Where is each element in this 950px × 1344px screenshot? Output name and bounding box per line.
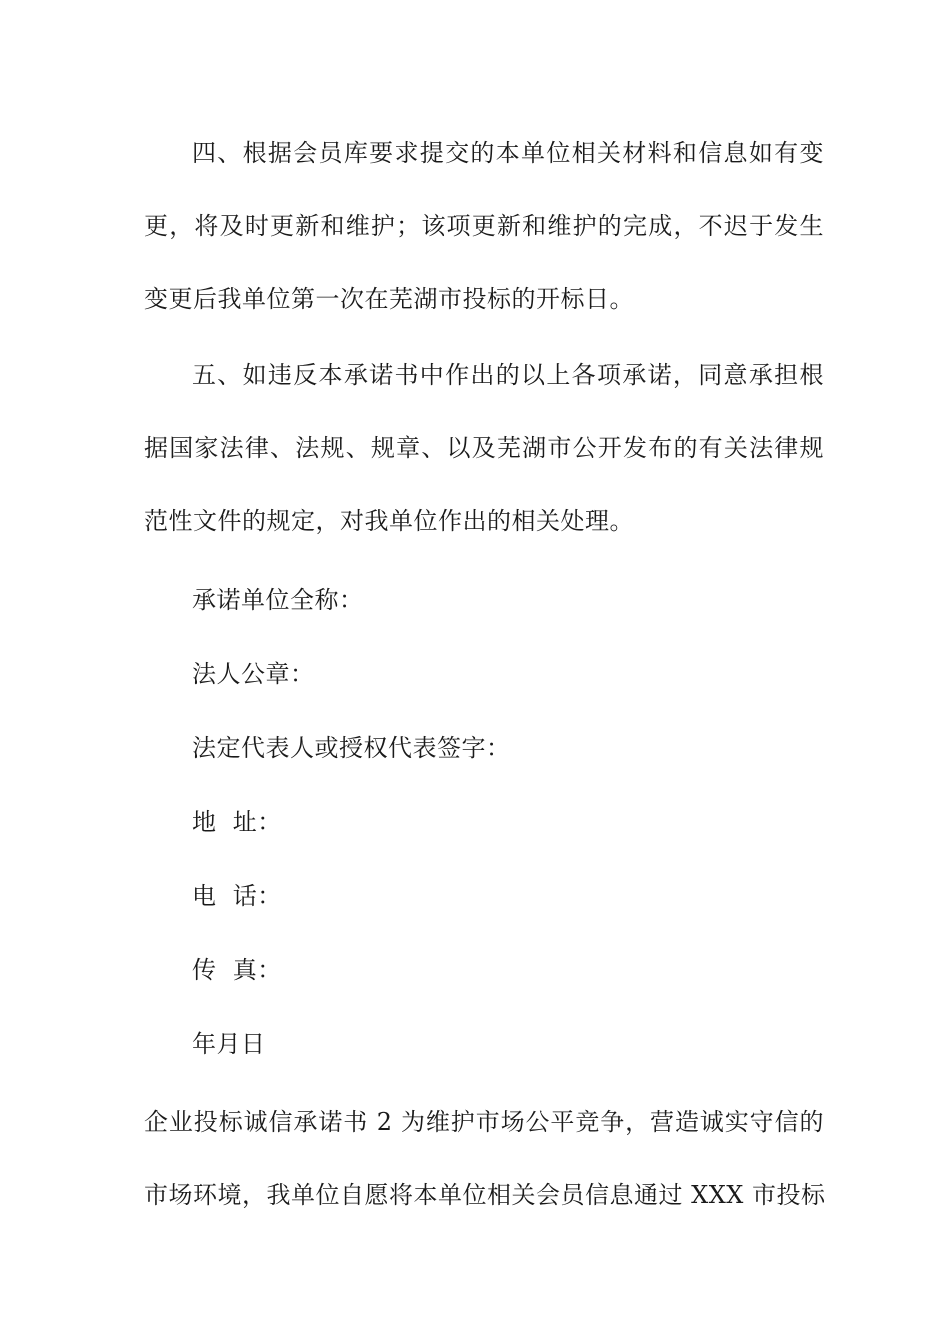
next-section-line2: 市场环境，我单位自愿将本单位相关会员信息通过 XXX 市投标: [144, 1181, 826, 1209]
para5-line3: 范性文件的规定，对我单位作出的相关处理。: [144, 507, 634, 535]
phone-label: 电 话：: [192, 882, 282, 910]
para4-line2: 更，将及时更新和维护；该项更新和维护的完成，不迟于发生: [144, 212, 824, 240]
legal-seal-label: 法人公章：: [192, 660, 315, 688]
date-label: 年月日: [192, 1030, 266, 1058]
fax-label: 传 真：: [192, 956, 282, 984]
signature-label: 法定代表人或授权代表签字：: [192, 734, 511, 762]
para4-line3: 变更后我单位第一次在芜湖市投标的开标日。: [144, 285, 634, 313]
next-section-line1: 企业投标诚信承诺书 2 为维护市场公平竞争，营造诚实守信的: [144, 1108, 824, 1136]
company-name-label: 承诺单位全称：: [192, 586, 364, 614]
para5-line1: 五、如违反本承诺书中作出的以上各项承诺，同意承担根: [192, 361, 824, 389]
para4-line1: 四、根据会员库要求提交的本单位相关材料和信息如有变: [192, 139, 824, 167]
address-label: 地 址：: [192, 808, 282, 836]
para5-line2: 据国家法律、法规、规章、以及芜湖市公开发布的有关法律规: [144, 434, 824, 462]
